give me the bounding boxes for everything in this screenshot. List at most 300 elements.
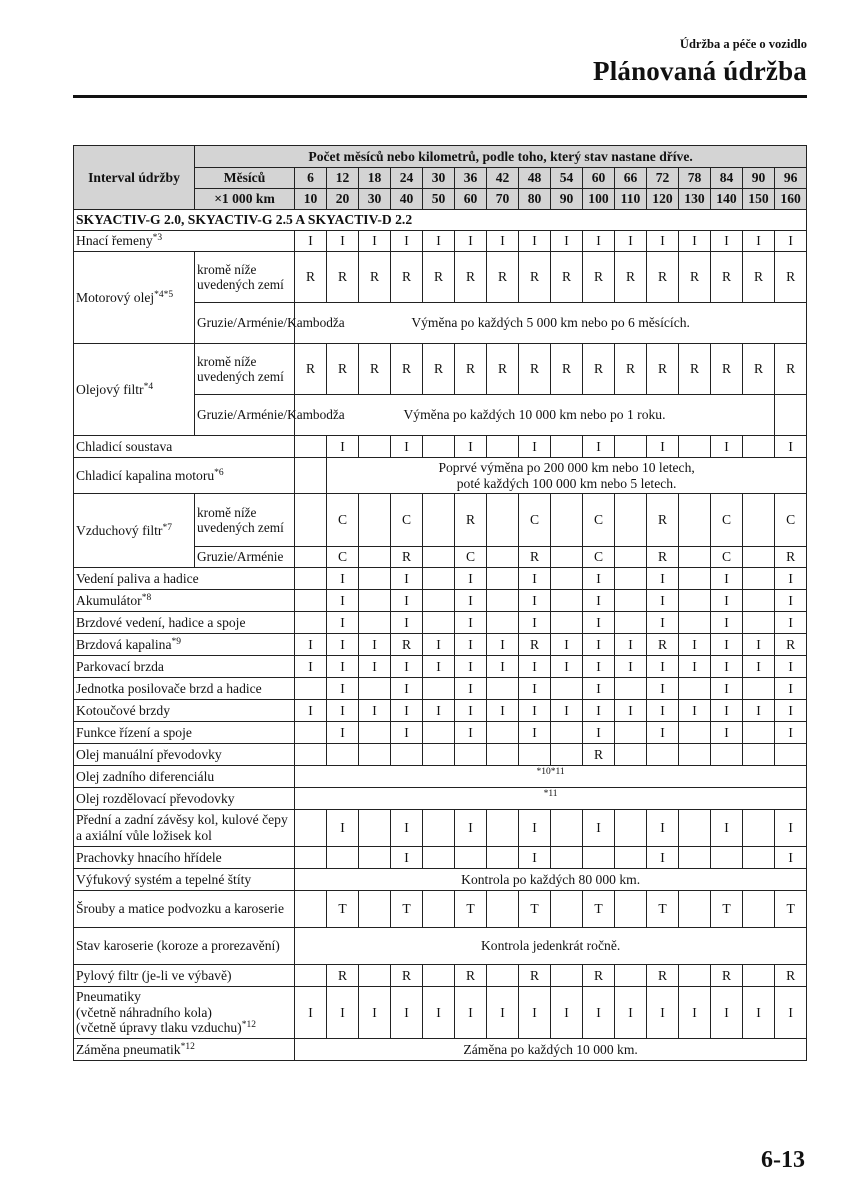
value-cell [455, 847, 487, 869]
value-cell [615, 568, 647, 590]
value-cell: I [647, 722, 679, 744]
km-header: 140 [711, 189, 743, 210]
value-cell: I [647, 678, 679, 700]
row-label [74, 847, 295, 869]
row-label [74, 891, 295, 928]
value-cell: I [519, 568, 551, 590]
coolant-line-2: poté každých 100 000 km nebo 5 letech. [456, 475, 677, 491]
footnote-ref: *8 [141, 592, 152, 603]
table-row [74, 458, 807, 494]
table-row [74, 612, 807, 634]
value-cell: R [679, 344, 711, 395]
value-cell: I [615, 634, 647, 656]
row-label-text: Vedení paliva a hadice [76, 570, 199, 586]
row-label-text: Parkovací brzda [76, 658, 164, 674]
value-cell: I [647, 656, 679, 678]
value-cell [551, 568, 583, 590]
value-cell: R [647, 634, 679, 656]
value-cell: R [327, 252, 359, 303]
special-interval: Výměna po každých 5 000 km nebo po 6 měsících. [295, 303, 807, 344]
value-cell: I [583, 987, 615, 1039]
value-cell: I [711, 436, 743, 458]
value-cell: I [391, 678, 423, 700]
value-cell [551, 847, 583, 869]
value-cell [615, 965, 647, 987]
km-header: 130 [679, 189, 711, 210]
value-cell [359, 891, 391, 928]
value-cell: R [487, 252, 519, 303]
km-header: 120 [647, 189, 679, 210]
value-cell: I [391, 810, 423, 847]
value-cell: R [391, 634, 423, 656]
value-cell: I [487, 700, 519, 722]
value-cell [743, 847, 775, 869]
value-cell: I [519, 231, 551, 252]
value-cell [487, 590, 519, 612]
value-cell [487, 436, 519, 458]
value-cell: R [391, 547, 423, 568]
page-number: 6-13 [761, 1147, 805, 1173]
table-row [74, 847, 807, 869]
value-cell: I [423, 656, 455, 678]
value-cell: I [455, 700, 487, 722]
footnote-ref: *4 [143, 381, 154, 392]
value-cell [615, 722, 647, 744]
value-cell [615, 678, 647, 700]
value-cell: I [775, 568, 807, 590]
value-cell [551, 436, 583, 458]
row-label [74, 678, 295, 700]
value-cell: I [327, 231, 359, 252]
value-cell [295, 458, 327, 494]
value-cell: R [615, 344, 647, 395]
month-header: 60 [583, 168, 615, 189]
month-header: 78 [679, 168, 711, 189]
table-row [74, 810, 807, 847]
value-cell: T [519, 891, 551, 928]
value-cell: I [583, 568, 615, 590]
value-cell [551, 678, 583, 700]
value-cell: I [327, 678, 359, 700]
value-cell: I [423, 231, 455, 252]
row-label [74, 568, 295, 590]
exhaust-interval: Kontrola po každých 80 000 km. [295, 869, 807, 891]
value-cell [679, 436, 711, 458]
month-header: 90 [743, 168, 775, 189]
value-cell [743, 722, 775, 744]
table-row [74, 744, 807, 766]
value-cell [679, 494, 711, 547]
km-header: 20 [327, 189, 359, 210]
value-cell: I [487, 987, 519, 1039]
footnote-ref: *3 [152, 232, 163, 243]
value-cell: I [583, 231, 615, 252]
value-cell: I [775, 612, 807, 634]
km-header: 10 [295, 189, 327, 210]
row-label [74, 869, 295, 891]
value-cell: R [647, 547, 679, 568]
value-cell: I [647, 436, 679, 458]
value-cell: I [455, 987, 487, 1039]
value-cell: I [327, 656, 359, 678]
value-cell [423, 590, 455, 612]
table-row [74, 722, 807, 744]
months-label: Měsíců [195, 168, 295, 189]
value-cell [295, 547, 327, 568]
footnote-cell: *11 [295, 788, 807, 810]
row-label-text: Záměna pneumatik [76, 1041, 181, 1057]
value-cell [743, 744, 775, 766]
value-cell: C [711, 547, 743, 568]
value-cell: I [583, 656, 615, 678]
value-cell [615, 744, 647, 766]
value-cell: R [775, 252, 807, 303]
value-cell: I [679, 231, 711, 252]
value-cell [423, 494, 455, 547]
value-cell: R [775, 344, 807, 395]
table-row [74, 891, 807, 928]
value-cell: R [519, 547, 551, 568]
table-row [74, 869, 807, 891]
row-label [74, 744, 295, 766]
km-header: 50 [423, 189, 455, 210]
value-cell [679, 590, 711, 612]
value-cell: R [519, 634, 551, 656]
value-cell [423, 547, 455, 568]
value-cell [423, 810, 455, 847]
row-label-text: Přední a zadní závěsy kol, kulové čepy a axiální vůle ložisek kol [76, 812, 288, 843]
value-cell: R [583, 744, 615, 766]
row-label [74, 612, 295, 634]
value-cell: R [647, 494, 679, 547]
value-cell: I [711, 722, 743, 744]
value-cell: R [775, 965, 807, 987]
value-cell: R [647, 344, 679, 395]
row-label [74, 810, 295, 847]
value-cell: I [647, 612, 679, 634]
month-header: 42 [487, 168, 519, 189]
value-cell [487, 547, 519, 568]
value-cell [615, 847, 647, 869]
value-cell [615, 494, 647, 547]
value-cell: R [743, 252, 775, 303]
value-cell: I [679, 987, 711, 1039]
footnote-ref: *4*5 [154, 289, 174, 300]
value-cell: R [743, 344, 775, 395]
value-cell: T [775, 891, 807, 928]
value-cell: C [775, 494, 807, 547]
footnote-cell: *10*11 [295, 766, 807, 788]
value-cell: I [583, 700, 615, 722]
value-cell: I [327, 810, 359, 847]
month-header: 36 [455, 168, 487, 189]
row-label-text: Olej rozdělovací převodovky [76, 790, 235, 806]
value-cell [295, 678, 327, 700]
value-cell: R [583, 344, 615, 395]
value-cell: I [391, 568, 423, 590]
value-cell: I [711, 810, 743, 847]
value-cell [679, 722, 711, 744]
value-cell: R [711, 965, 743, 987]
value-cell [743, 494, 775, 547]
table-row [74, 252, 807, 303]
value-cell: I [679, 656, 711, 678]
value-cell: I [647, 590, 679, 612]
row-label [74, 700, 295, 722]
value-cell [551, 590, 583, 612]
value-cell [615, 612, 647, 634]
km-label: ×1 000 km [195, 189, 295, 210]
value-cell [487, 494, 519, 547]
value-cell [295, 494, 327, 547]
value-cell: I [775, 700, 807, 722]
value-cell: I [519, 436, 551, 458]
value-cell: I [455, 656, 487, 678]
value-cell [487, 891, 519, 928]
interval-label: Interval údržby [74, 146, 195, 210]
km-header: 80 [519, 189, 551, 210]
value-cell: R [455, 344, 487, 395]
value-cell: I [583, 436, 615, 458]
value-cell: I [711, 700, 743, 722]
row-label-text: Vzduchový filtr [76, 522, 163, 538]
month-header: 18 [359, 168, 391, 189]
value-cell [359, 494, 391, 547]
row-label-text: Prachovky hnacího hřídele [76, 849, 222, 865]
table-row [74, 344, 807, 395]
value-cell: I [519, 847, 551, 869]
km-header: 150 [743, 189, 775, 210]
value-cell [711, 847, 743, 869]
value-cell: R [711, 252, 743, 303]
value-cell [679, 847, 711, 869]
value-cell [551, 744, 583, 766]
value-cell: I [295, 987, 327, 1039]
value-cell: I [775, 590, 807, 612]
value-cell: I [583, 810, 615, 847]
value-cell [423, 847, 455, 869]
value-cell: R [455, 965, 487, 987]
value-cell [327, 847, 359, 869]
row-label-text [76, 1020, 292, 1036]
value-cell: C [327, 494, 359, 547]
table-row [74, 231, 807, 252]
value-cell: I [327, 590, 359, 612]
row-label [74, 656, 295, 678]
value-cell: R [423, 344, 455, 395]
row-label [74, 344, 195, 436]
sub-label: Gruzie/Arménie [195, 547, 295, 568]
table-row [74, 146, 807, 168]
row-label-text: Pylový filtr (je-li ve výbavě) [76, 967, 232, 983]
value-cell: I [583, 722, 615, 744]
value-cell [295, 590, 327, 612]
value-cell [743, 678, 775, 700]
value-cell: R [519, 252, 551, 303]
value-cell: I [455, 590, 487, 612]
value-cell: R [487, 344, 519, 395]
footnote-ref: *12 [241, 1020, 256, 1031]
value-cell: I [615, 231, 647, 252]
row-label [74, 252, 195, 344]
row-label-text [76, 989, 292, 1005]
value-cell [775, 395, 807, 436]
value-cell [423, 678, 455, 700]
coolant-interval [327, 458, 807, 494]
row-label [74, 766, 295, 788]
value-cell [295, 810, 327, 847]
value-cell: R [551, 252, 583, 303]
row-label [74, 494, 195, 568]
value-cell: I [455, 436, 487, 458]
value-cell [359, 590, 391, 612]
value-cell: R [583, 252, 615, 303]
value-cell: I [743, 987, 775, 1039]
month-header: 48 [519, 168, 551, 189]
value-cell [359, 612, 391, 634]
value-cell: I [327, 612, 359, 634]
value-cell [743, 568, 775, 590]
value-cell: R [519, 965, 551, 987]
sub-label: kromě níže uvedených zemí [195, 344, 295, 395]
value-cell: I [551, 634, 583, 656]
month-header: 96 [775, 168, 807, 189]
value-cell: I [583, 634, 615, 656]
month-header: 30 [423, 168, 455, 189]
value-cell: I [519, 722, 551, 744]
row-label-text: Akumulátor [76, 592, 142, 608]
value-cell: I [295, 700, 327, 722]
value-cell: I [615, 987, 647, 1039]
value-cell [679, 678, 711, 700]
table-row [74, 436, 807, 458]
value-cell [487, 965, 519, 987]
value-cell: I [455, 568, 487, 590]
value-cell: I [615, 656, 647, 678]
value-cell: T [583, 891, 615, 928]
value-cell: I [359, 634, 391, 656]
table-row [74, 634, 807, 656]
value-cell: I [519, 700, 551, 722]
value-cell: R [327, 344, 359, 395]
value-cell: I [295, 634, 327, 656]
value-cell [295, 891, 327, 928]
value-cell: R [295, 344, 327, 395]
value-cell: T [647, 891, 679, 928]
value-cell [519, 744, 551, 766]
value-cell [359, 744, 391, 766]
value-cell: I [391, 231, 423, 252]
row-label-text: Brzdové vedení, hadice a spoje [76, 614, 246, 630]
value-cell: I [583, 590, 615, 612]
row-label [74, 634, 295, 656]
value-cell: I [743, 656, 775, 678]
value-cell: I [711, 656, 743, 678]
value-cell: I [327, 568, 359, 590]
value-cell [679, 547, 711, 568]
footnote-ref: *9 [171, 636, 181, 647]
value-cell [487, 810, 519, 847]
km-header: 100 [583, 189, 615, 210]
table-row [74, 678, 807, 700]
table-row [74, 788, 807, 810]
value-cell [551, 494, 583, 547]
value-cell [359, 810, 391, 847]
row-label-line: Pneumatiky [76, 989, 141, 1005]
value-cell: I [391, 656, 423, 678]
value-cell [743, 965, 775, 987]
row-label [74, 436, 295, 458]
value-cell [295, 612, 327, 634]
value-cell: C [711, 494, 743, 547]
value-cell: I [455, 722, 487, 744]
value-cell: R [519, 344, 551, 395]
value-cell: I [775, 722, 807, 744]
value-cell: I [551, 231, 583, 252]
value-cell [487, 612, 519, 634]
value-cell: I [583, 612, 615, 634]
footnote-ref: *12 [180, 1041, 195, 1052]
value-cell [487, 722, 519, 744]
table-row [74, 965, 807, 987]
footnote-ref: *6 [214, 467, 224, 478]
value-cell: I [423, 634, 455, 656]
value-cell: R [775, 634, 807, 656]
value-cell: I [551, 987, 583, 1039]
value-cell [551, 965, 583, 987]
row-label-text: Stav karoserie (koroze a prorezavění) [76, 938, 280, 954]
value-cell [551, 810, 583, 847]
value-cell: I [455, 634, 487, 656]
value-cell: I [551, 656, 583, 678]
month-header: 54 [551, 168, 583, 189]
table-row [74, 590, 807, 612]
value-cell: C [391, 494, 423, 547]
value-cell [679, 810, 711, 847]
value-cell [359, 678, 391, 700]
row-label-line: (včetně úpravy tlaku vzduchu) [76, 1020, 242, 1036]
km-header: 70 [487, 189, 519, 210]
value-cell: I [391, 700, 423, 722]
value-cell [487, 847, 519, 869]
value-cell: I [743, 634, 775, 656]
value-cell [295, 568, 327, 590]
value-cell [743, 547, 775, 568]
value-cell: R [391, 344, 423, 395]
month-header: 72 [647, 168, 679, 189]
row-label-line: (včetně náhradního kola) [76, 1004, 212, 1020]
value-cell: I [519, 678, 551, 700]
value-cell: I [775, 436, 807, 458]
value-cell: I [423, 700, 455, 722]
table-row [74, 210, 807, 231]
value-cell: I [391, 722, 423, 744]
value-cell [775, 744, 807, 766]
value-cell: T [455, 891, 487, 928]
value-cell: I [455, 231, 487, 252]
row-label-text: Chladicí kapalina motoru [76, 467, 215, 483]
value-cell: I [295, 231, 327, 252]
table-row [74, 494, 807, 547]
value-cell: I [775, 810, 807, 847]
value-cell: I [391, 590, 423, 612]
value-cell: R [775, 547, 807, 568]
value-cell: C [519, 494, 551, 547]
value-cell: I [487, 656, 519, 678]
row-label [74, 1039, 295, 1061]
value-cell [423, 744, 455, 766]
value-cell [711, 744, 743, 766]
